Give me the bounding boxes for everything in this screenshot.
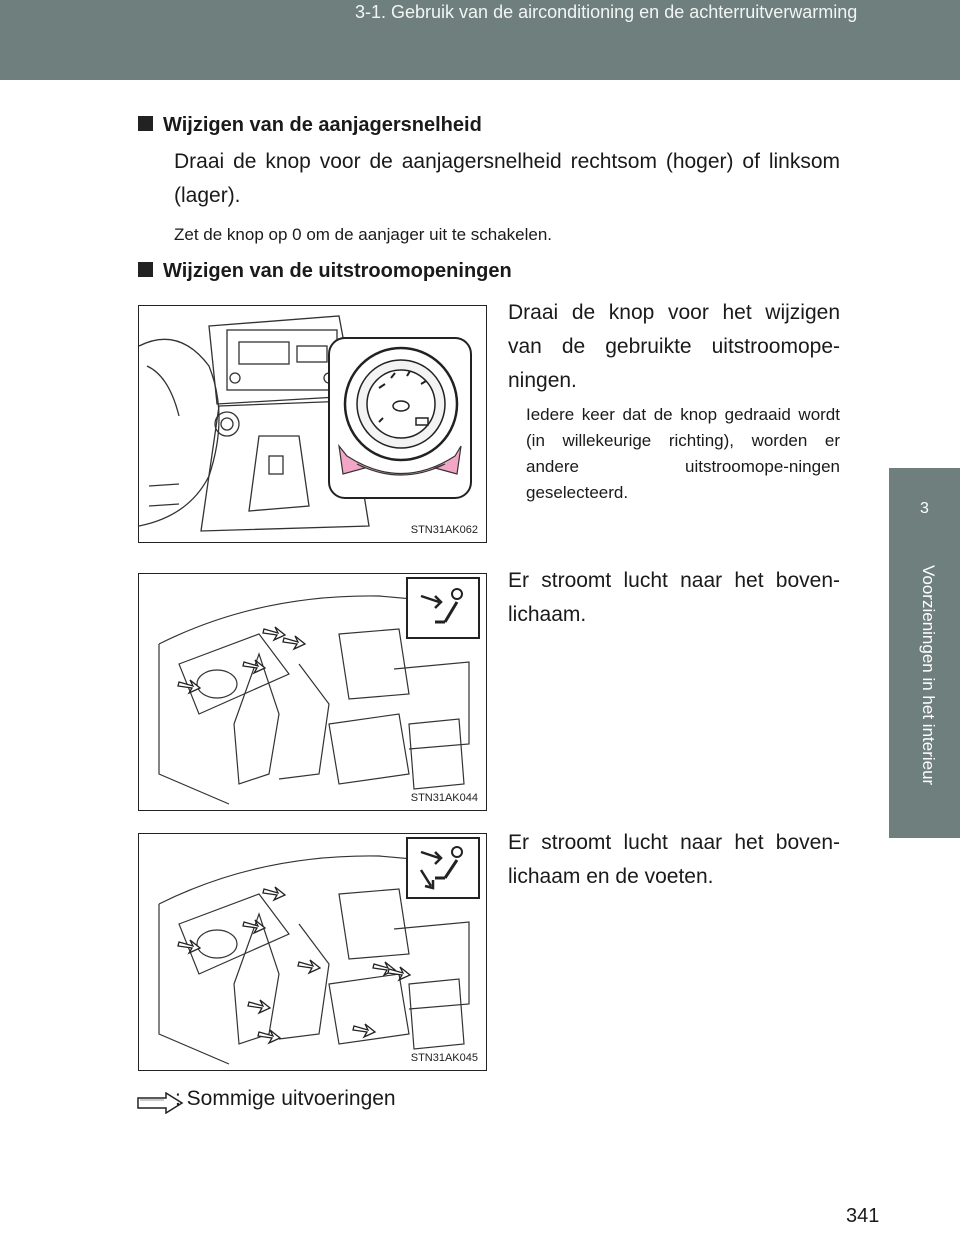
legend-text: : Sommige uitvoeringen <box>175 1087 396 1110</box>
figure-code: STN31AK044 <box>410 792 478 804</box>
figure-code: STN31AK062 <box>410 524 478 536</box>
header-title: 3-1. Gebruik van de airconditioning en de achterruitverwarming <box>355 2 858 22</box>
cabin-illustration <box>139 574 486 810</box>
side-tab-label: Voorzieningen in het interieur <box>919 565 938 786</box>
bullet-square-icon <box>138 116 153 131</box>
side-tab-number: 3 <box>920 500 929 517</box>
heading-text: Wijzigen van de aanjagersnelheid <box>163 114 482 136</box>
section-heading-outlets <box>138 260 512 283</box>
bullet-square-icon <box>138 262 153 277</box>
figure-code: STN31AK045 <box>410 1052 478 1064</box>
figure-bilevel-mode <box>138 833 487 1071</box>
figure-face-mode <box>138 573 487 811</box>
fan-speed-note: Zet de knop op 0 om de aanjager uit te schakelen. <box>174 225 553 244</box>
mode-bilevel-text: Er stroomt lucht naar het boven-lichaam en de voeten. <box>508 831 840 888</box>
outlets-note: Iedere keer dat de knop gedraaid wordt (in willekeurige richting), worden er andere uitstroomope-ningen geselecteerd. <box>526 405 840 502</box>
section-heading-fan-speed <box>138 114 482 137</box>
cabin-illustration <box>139 834 486 1070</box>
heading-text: Wijzigen van de uitstroomopeningen <box>163 260 512 282</box>
dashboard-illustration <box>139 306 486 542</box>
page-number: 341 <box>846 1205 880 1227</box>
figure-dashboard-dial <box>138 305 487 543</box>
fan-speed-body: Draai de knop voor de aanjagersnelheid rechtsom (hoger) of linksom (lager). <box>174 150 840 207</box>
mode-face-text: Er stroomt lucht naar het boven-lichaam. <box>508 569 840 626</box>
outlets-body: Draai de knop voor het wijzigen van de gebruikte uitstroomope-ningen. <box>508 301 840 392</box>
